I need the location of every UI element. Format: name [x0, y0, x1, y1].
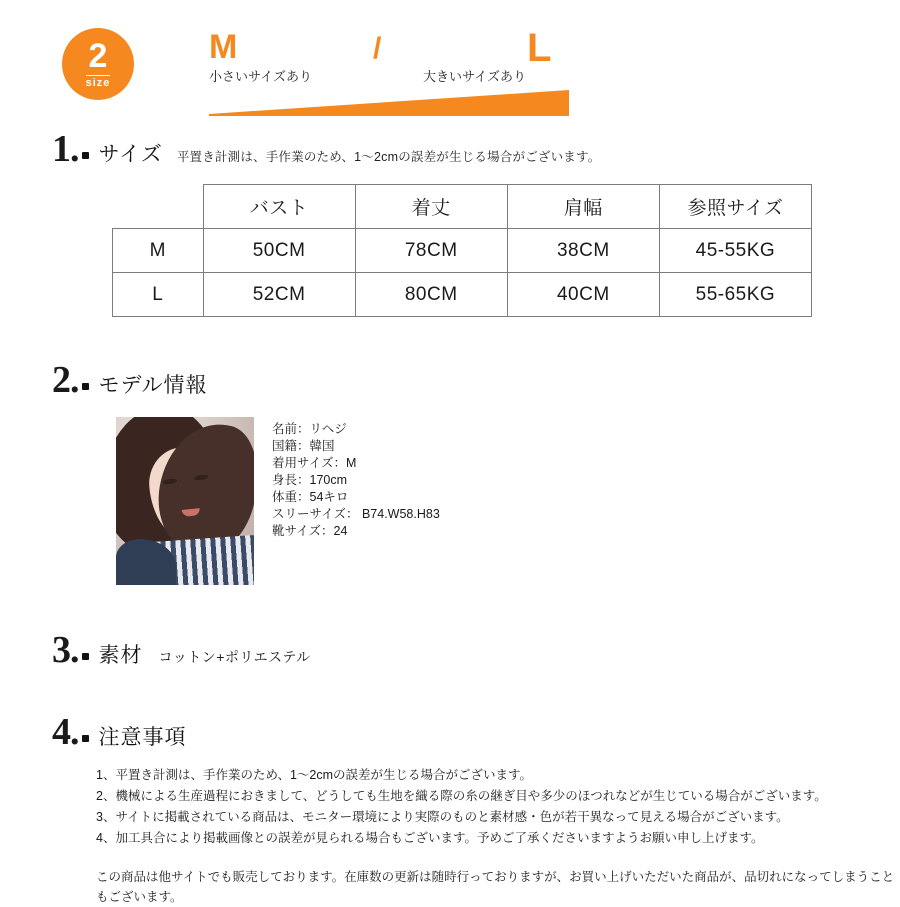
- table-header-reference: 参照サイズ: [659, 185, 811, 229]
- size-scale: [205, 24, 595, 114]
- notice-list: [96, 765, 856, 849]
- section-material-heading: [0, 631, 900, 669]
- size-letter-m: M: [209, 28, 240, 66]
- cell-m-reference: 45-55KG: [659, 229, 811, 273]
- notice-item-1: 1、平置き計測は、手作業のため、1～2cmの誤差が生じる場合がございます。: [96, 768, 533, 782]
- section-material-title: 素材: [98, 644, 143, 667]
- row-label-m: M: [113, 229, 204, 273]
- section-model: [0, 361, 900, 585]
- size-count-badge: [62, 28, 134, 100]
- section-bullet-dot: [82, 383, 89, 390]
- model-info-list: [272, 417, 440, 585]
- cell-m-length: 78CM: [355, 229, 507, 273]
- section-size-note: 平置き計測は、手作業のため、1～2cmの誤差が生じる場合がございます。: [176, 150, 601, 164]
- table-header-length: 着丈: [355, 185, 507, 229]
- model-info-height: 身長：170cm: [272, 473, 348, 487]
- model-block: [116, 417, 900, 585]
- material-value: コットン+ポリエステル: [158, 649, 311, 665]
- section-notice: [0, 713, 900, 907]
- notice-item-4: 4、加工具合により掲載画像との誤差が見られる場合もございます。予めご了承くださいますようお願い申し上げます。: [96, 831, 764, 845]
- section-model-heading: [0, 361, 900, 399]
- model-info-weight: 体重：54キロ: [272, 490, 349, 504]
- size-header: [0, 0, 900, 122]
- section-notice-title: 注意事項: [98, 726, 187, 749]
- caption-large-size: 大きいサイズあり: [423, 69, 526, 84]
- model-photo: [116, 417, 254, 585]
- cell-l-length: 80CM: [355, 273, 507, 317]
- section-size-heading: [0, 130, 900, 168]
- section-bullet-dot: [82, 735, 89, 742]
- model-info-three-sizes: スリーサイズ： B74.W58.H83: [272, 507, 440, 521]
- cell-m-bust: 50CM: [203, 229, 355, 273]
- table-header-bust: バスト: [203, 185, 355, 229]
- model-info-nationality: 国籍：韓国: [272, 439, 335, 453]
- notice-item-2: 2、機械による生産過程におきまして、どうしても生地を織る際の糸の継ぎ目や多少のほつれなどが生じている場合がございます。: [96, 789, 827, 803]
- size-count-number: 2: [88, 37, 108, 75]
- section-size: [0, 130, 900, 317]
- section-model-number: 2.: [52, 359, 79, 401]
- table-row: [113, 273, 812, 317]
- table-header-blank: [113, 185, 204, 229]
- section-bullet-dot: [82, 152, 89, 159]
- section-size-number: 1.: [52, 128, 79, 170]
- table-header-shoulder: 肩幅: [507, 185, 659, 229]
- cell-l-reference: 55-65KG: [659, 273, 811, 317]
- table-row: [113, 229, 812, 273]
- size-letter-l: L: [527, 26, 552, 70]
- section-notice-number: 4.: [52, 711, 79, 753]
- section-bullet-dot: [82, 653, 89, 660]
- section-size-title: サイズ: [98, 143, 163, 166]
- size-gradient-wedge: [209, 90, 569, 116]
- model-info-shoe-size: 靴サイズ：24: [272, 524, 348, 538]
- section-model-title: モデル情報: [98, 374, 208, 397]
- cell-m-shoulder: 38CM: [507, 229, 659, 273]
- cell-l-shoulder: 40CM: [507, 273, 659, 317]
- caption-small-size: 小さいサイズあり: [209, 69, 312, 84]
- section-material-number: 3.: [52, 629, 79, 671]
- row-label-l: L: [113, 273, 204, 317]
- size-table-wrapper: [112, 184, 812, 317]
- model-info-wearing-size: 着用サイズ：M: [272, 456, 357, 470]
- size-count-word: size: [85, 77, 111, 89]
- cell-l-bust: 52CM: [203, 273, 355, 317]
- table-header-row: [113, 185, 812, 229]
- stock-disclaimer: この商品は他サイトでも販売しております。在庫数の更新は随時行っておりますが、お買い上げいただいた商品が、品切れになってしまうこともございます。: [96, 870, 895, 904]
- section-material: [0, 631, 900, 669]
- size-table: [112, 184, 812, 317]
- size-separator-slash: /: [373, 32, 382, 65]
- section-notice-heading: [0, 713, 900, 751]
- notice-item-3: 3、サイトに掲載されている商品は、モニター環境により実際のものと素材感・色が若干異なって見える場合がございます。: [96, 810, 789, 824]
- model-info-name: 名前：リヘジ: [272, 422, 347, 436]
